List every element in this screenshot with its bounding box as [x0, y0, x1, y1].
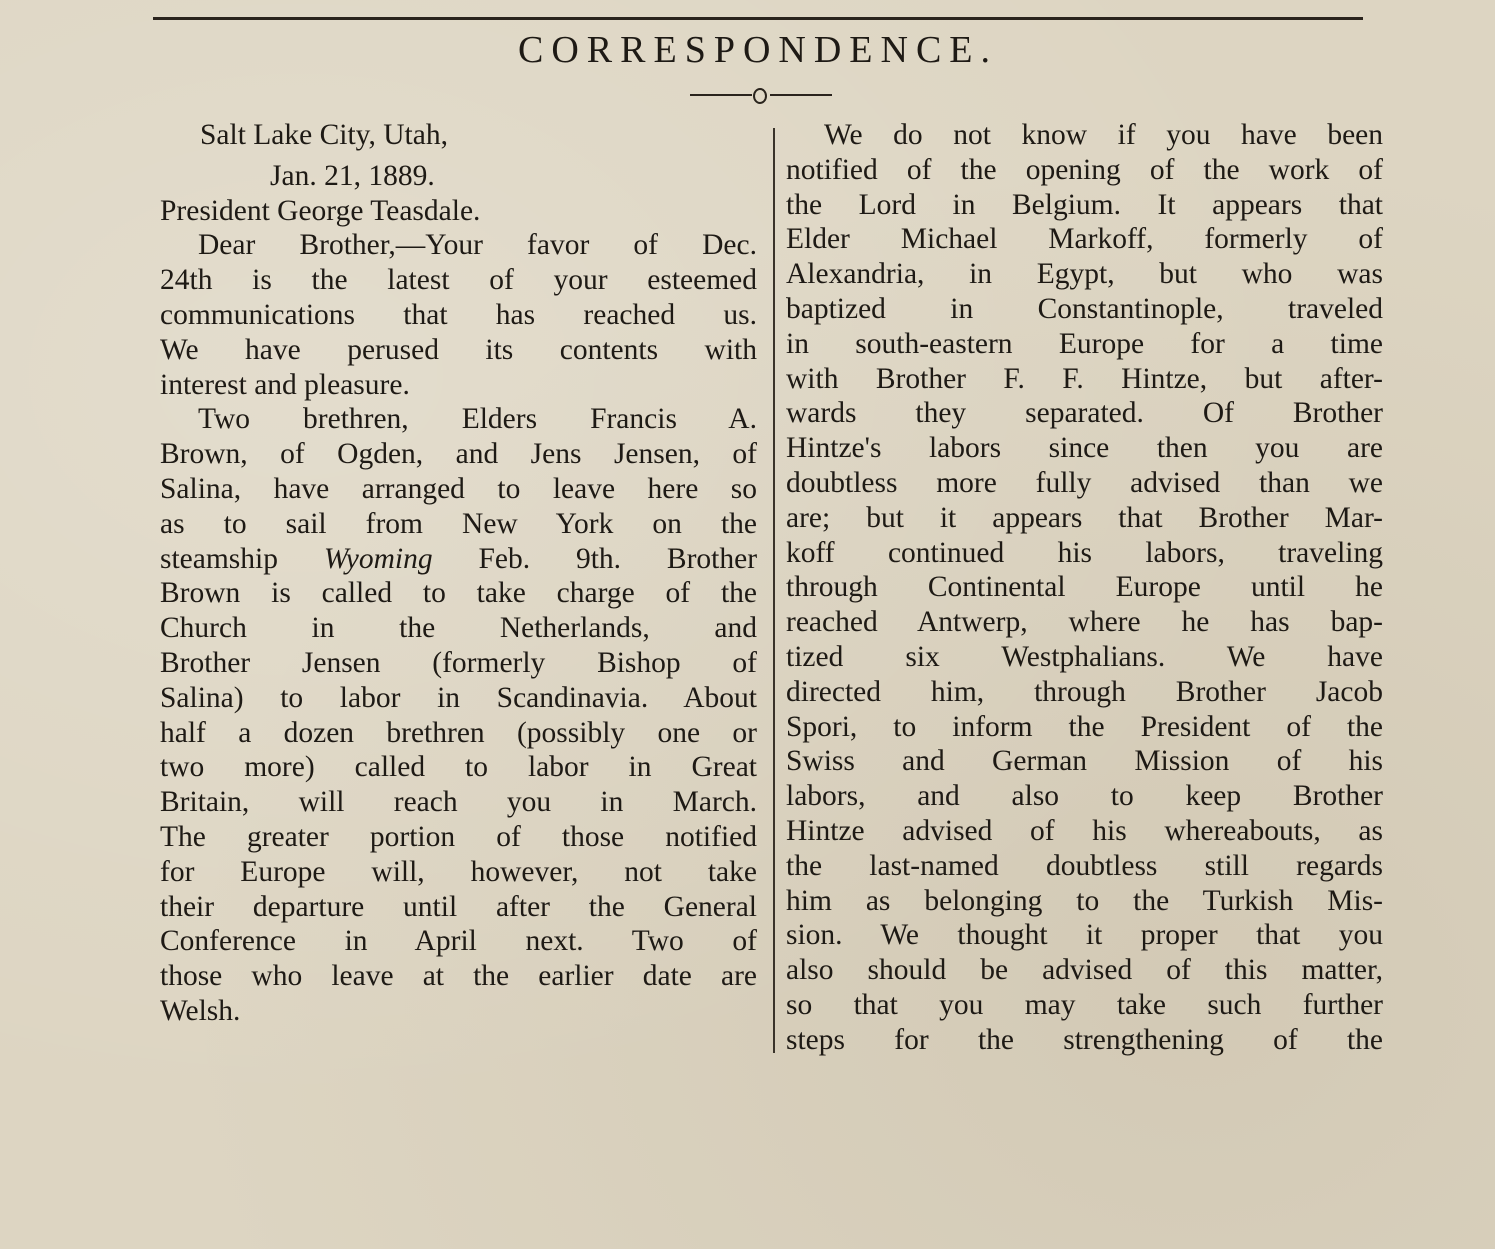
text-line: koff continued his labors, traveling: [786, 536, 1383, 569]
heading-ornament: [690, 80, 840, 110]
text-line: We do not know if you have been: [824, 119, 1383, 151]
text-line: Britain, will reach you in March.: [160, 786, 757, 819]
text-line: as to sail from New York on the: [160, 507, 757, 540]
text-line: steps for the strengthening of the: [786, 1023, 1383, 1056]
text-line: baptized in Constantinople, traveled: [786, 292, 1383, 325]
text-line: Spori, to inform the President of the: [786, 710, 1383, 743]
text-line: Hintze advised of his whereabouts, as: [786, 814, 1383, 847]
text-line: Salina) to labor in Scandinavia. About: [160, 681, 757, 714]
text-line: Conference in April next. Two of: [160, 925, 757, 958]
text-line: Welsh.: [160, 994, 241, 1027]
ornament-circle: [753, 88, 767, 104]
text-line: Salina, have arranged to leave here so: [160, 472, 757, 505]
text-line: We have perused its contents with: [160, 333, 757, 366]
top-rule: [153, 17, 1363, 20]
text-line: reached Antwerp, where he has bap-: [786, 606, 1383, 639]
text-line: 24th is the latest of your esteemed: [160, 264, 757, 297]
section-heading: CORRESPONDENCE.: [518, 29, 998, 71]
text-line: in south-eastern Europe for a time: [786, 327, 1383, 360]
text-fragment: Feb. 9th. Brother: [478, 542, 758, 575]
text-line: labors, and also to keep Brother: [786, 780, 1383, 813]
text-line: Alexandria, in Egypt, but who was: [786, 258, 1383, 291]
text-line: their departure until after the General: [160, 890, 757, 923]
text-line: those who leave at the earlier date are: [160, 960, 757, 993]
text-line: The greater portion of those notified: [160, 820, 757, 853]
text-line: interest and pleasure.: [160, 368, 410, 401]
ornament-dash-right: [770, 94, 832, 96]
text-line: doubtless more fully advised than we: [786, 466, 1383, 499]
text-line: so that you may take such further: [786, 988, 1383, 1021]
text-line: for Europe will, however, not take: [160, 855, 757, 888]
salutation-name: President George Teasdale.: [160, 194, 481, 227]
right-column: [786, 118, 1383, 1058]
text-line: Dear Brother,—Your favor of Dec.: [198, 229, 757, 262]
text-line: Elder Michael Markoff, formerly of: [786, 223, 1383, 256]
text-line: Brother Jensen (formerly Bishop of: [160, 646, 757, 679]
ship-name: Wyoming: [323, 542, 433, 575]
text-line: half a dozen brethren (possibly one or: [160, 716, 757, 749]
text-line: Brown is called to take charge of the: [160, 577, 757, 610]
text-line: the last-named doubtless still regards: [786, 849, 1383, 882]
text-line: also should be advised of this matter,: [786, 954, 1383, 987]
text-line: through Continental Europe until he: [786, 571, 1383, 604]
text-line: sion. We thought it proper that you: [786, 919, 1383, 952]
text-line: are; but it appears that Brother Mar-: [786, 501, 1383, 534]
column-divider: [773, 128, 775, 1053]
text-line: with Brother F. F. Hintze, but after-: [786, 362, 1383, 395]
text-line: Brown, of Ogden, and Jens Jensen, of: [160, 438, 757, 471]
text-line: Church in the Netherlands, and: [160, 612, 757, 645]
text-line: communications that has reached us.: [160, 298, 757, 331]
ornament-dash-left: [690, 94, 752, 96]
text-line: the Lord in Belgium. It appears that: [786, 188, 1383, 221]
dateline-place: Salt Lake City, Utah,: [200, 119, 448, 151]
dateline-date: Jan. 21, 1889.: [270, 159, 435, 192]
text-line: him as belonging to the Turkish Mis-: [786, 884, 1383, 917]
text-line: notified of the opening of the work of: [786, 153, 1383, 186]
text-line: tized six Westphalians. We have: [786, 640, 1383, 673]
left-column: [160, 118, 757, 1029]
text-line: Two brethren, Elders Francis A.: [198, 403, 757, 436]
text-line: directed him, through Brother Jacob: [786, 675, 1383, 708]
text-line: Hintze's labors since then you are: [786, 432, 1383, 465]
text-fragment: steamship: [160, 542, 278, 575]
text-line: two more) called to labor in Great: [160, 751, 757, 784]
text-line: Swiss and German Mission of his: [786, 745, 1383, 778]
text-line-with-ship: [160, 542, 757, 577]
text-line: wards they separated. Of Brother: [786, 397, 1383, 430]
